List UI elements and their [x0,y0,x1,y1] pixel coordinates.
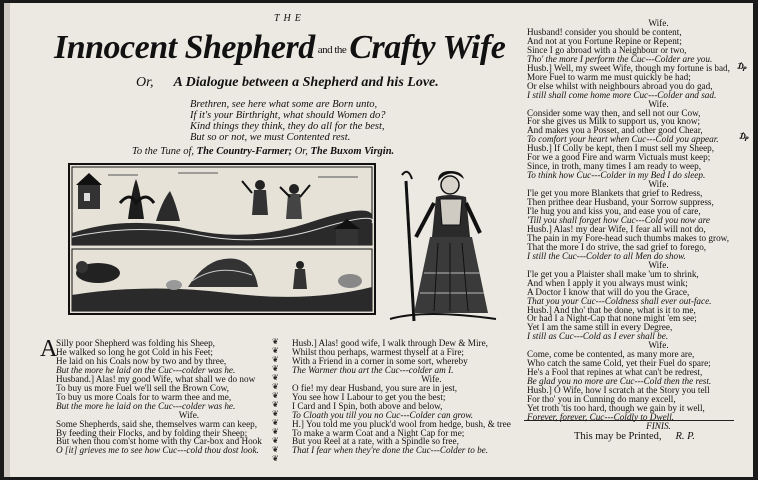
verse-line: I'le hug you and kiss you, and ease you of care, [527,206,701,217]
verse-line: The Warmer thou art the Cuc---colder am I. [292,364,454,375]
verse-line: A Doctor I know that will do you the Grace, [527,286,690,297]
subtitle-or: Or, [136,75,154,90]
tune-line [132,146,394,157]
verse-line: But the more he laid on the Cuc---colder was he. [56,364,236,375]
printer-initials: R. P. [675,431,695,442]
margin-mark: ₯ [739,131,750,141]
verse-line: I Card and I Spin, both above and below, [292,400,443,411]
verse-line: Who catch the same Cold, yet their Fuel do spare; [527,358,711,369]
ornament-border: ❦ ❦ ❦ ❦ ❦ ❦ ❦ ❦ ❦ ❦ ❦ ❦ ❦ ❦ [272,337,279,463]
verse-line: 'Till you shall forget how Cuc---Cold you now are [527,214,710,225]
verse-line: Forever, forever, Cuc---Coldly to Dwell. [527,411,675,422]
pastoral-woodcut [68,163,376,315]
verse-line: Whilst thou perhaps, warmest thyself at a Fire; [292,346,464,357]
verse-line: For tho' you in Cunning do many excell, [527,394,676,405]
epigraph-line: Kind things they think, they do all for the best, [190,121,385,132]
woman-woodcut [384,163,502,325]
verse-line: And not at you Fortune Repine or Repent; [527,35,682,46]
verse-line: With a Friend in a corner in some sort, whereby [292,355,468,366]
subtitle-text: A Dialogue between a Shepherd and his Love. [173,75,439,90]
verse-line: The pain in my Fore-head such thumbs makes to grow, [527,232,729,243]
imprint [574,431,695,442]
epigraph-line: Brethren, see here what some are Born unto, [190,99,378,110]
column-rule [524,420,734,421]
verse-line: Consider some way then, and sell not our Cow, [527,107,701,118]
verse-line: I'le get you more Blankets that grief to Redress, [527,188,703,199]
title-part2: Crafty Wife [349,29,506,66]
verse-line: For we a good Fire and warm Victuals must keep; [527,152,711,163]
verse-line: Since I go abroad with a Neighbour or two, [527,44,687,55]
tune-prefix: To the Tune of, [132,146,195,157]
verse-line: Silly poor Shepherd was folding his Sheep, [56,338,215,348]
tune-two: The Buxom Virgin. [310,146,395,157]
verse-line: I'le get you a Plaister shall make 'um to shrink, [527,268,699,279]
verse-line: Yet I am the same still in every Degree, [527,322,673,333]
verse-line: But the more he laid on the Cuc---colder was he. [56,400,236,411]
verse-line: I still the Cuc---Colder to all Men do show. [527,250,686,261]
verse-line: By feeding their Flocks, and by folding their Sheep; [56,427,248,438]
verse-line: Husb.] Well, my sweet Wife, though my fortune is bad, [527,62,730,73]
title-and: and the [317,44,347,57]
verse-line: He walked so long he got Cold in his Feet; [56,346,213,357]
verse-line: Or else whilst with neighbours abroad you do gad, [527,80,713,91]
verse-line: He's a Fool that repines at what can't be redrest, [527,367,703,378]
verse-line: Yet troth 'tis too hard, though we gain by it well, [527,402,705,413]
title-part1: Innocent Shepherd [54,29,315,66]
speaker-heading: Wife. [648,179,669,190]
speaker-heading: Wife. [648,18,669,28]
scan-edge [4,3,10,477]
verse-line: Be glad you no more are Cuc---Cold then the rest. [527,376,712,387]
verse-line: Or had I a Night-Cap that none might 'em see; [527,313,697,324]
title-the: THE [274,13,305,24]
drop-cap: A [40,336,58,362]
verse-line: O [it] grieves me to see how Cuc---cold thou dost look. [56,445,259,456]
verse-line: To make a warm Coat and a Night Cap for me; [292,427,465,438]
tune-one: The Country-Farmer; [196,146,293,157]
speaker-heading: Wife. [178,409,200,420]
ballad-title [54,29,505,67]
subtitle [136,75,439,91]
speaker-heading: Wife. [648,259,669,270]
verse-column-2 [292,339,511,455]
verse-line: I still as Cuc---Cold as I ever shall be. [527,331,669,342]
verse-line: Some Shepherds, said she, themselves warm can keep, [56,418,258,429]
verse-line: For she gives us Milk to support us, you know; [527,116,701,127]
verse-line: Tho' the more I perform the Cuc---Colder are you. [527,53,713,64]
verse-column-1 [56,339,262,455]
verse-line: O fie! my dear Husband, you sure are in jest, [292,382,458,393]
verse-line: H.] You told me you pluck'd wool from hedge, bush, & tree [292,418,511,429]
verse-line: To Cloath you till you no Cuc---Colder can grow. [292,409,474,420]
verse-line: Husb.] And tho' that be done, what is it to me, [527,304,696,315]
verse-line: You see how I Labour to get you the best; [292,391,446,402]
verse-line: To buy us more Fuel we'll sell the Brown Cow, [56,382,229,393]
verse-line: Come, come be contented, as many more are, [527,349,695,360]
verse-line: He laid on his Coals now by two and by three, [56,355,227,366]
verse-line: But when thou com'st home with thy Car-box and Hook [56,436,262,447]
verse-line: Husb.] Alas! good wife, I walk through Dew & Mire, [292,338,488,348]
verse-line: Husb.] O Wife, how I scratch at the Story you tell [527,385,710,396]
epigraph [190,99,386,143]
verse-line: Husb.] If Colly be kept, then I must sell my Sheep, [527,143,715,154]
verse-line: But you Reel at a rate, with a Spindle so free, [292,436,459,447]
speaker-heading: Wife. [421,373,442,384]
verse-line: Then prithee dear Husband, your Sorrow suppress, [527,197,714,208]
verse-column-3 [527,19,730,431]
margin-mark: ₯ [737,61,748,71]
verse-line: To buy us more Coals for to warm thee and me, [56,391,232,402]
verse-line: More Fuel to warm me must quickly be had; [527,71,691,82]
speaker-heading: Wife. [648,340,669,351]
verse-line: That the more I do strive, the sad grief to forego, [527,241,707,252]
verse-line: And when I apply it you always must wink; [527,277,688,288]
verse-line: That I fear when they're done the Cuc---Colder to be. [292,445,489,456]
verse-line: Husband.] Alas! my good Wife, what shall we do now [56,373,256,384]
verse-line: That you your Cuc---Coldness shall ever out-face. [527,295,712,306]
broadside-sheet [4,3,753,477]
tune-or: Or, [294,146,308,157]
verse-line: To think how Cuc---Colder in my Bed I do sleep. [527,170,706,181]
verse-line: Husband! consider you should be content, [527,26,682,37]
speaker-heading: Wife. [648,98,669,109]
verse-line: To comfort your heart when Cuc---Cold you appear. [527,134,719,145]
verse-line: Husb.] Alas! my dear Wife, I fear all will not do, [527,223,706,234]
epigraph-line: If it's your Birthright, what should Women do? [190,110,386,121]
speaker-heading: FINIS. [646,420,671,431]
epigraph-line: But so or not, we must Contented rest. [190,132,351,143]
imprint-text: This may be Printed, [574,431,662,442]
verse-line: I still shall come home more Cuc---Colder and sad. [527,89,717,100]
verse-line: Since, in troth, many times I am ready to weep, [527,161,702,172]
verse-line: And makes you a Posset, and other good Chear, [527,125,703,136]
